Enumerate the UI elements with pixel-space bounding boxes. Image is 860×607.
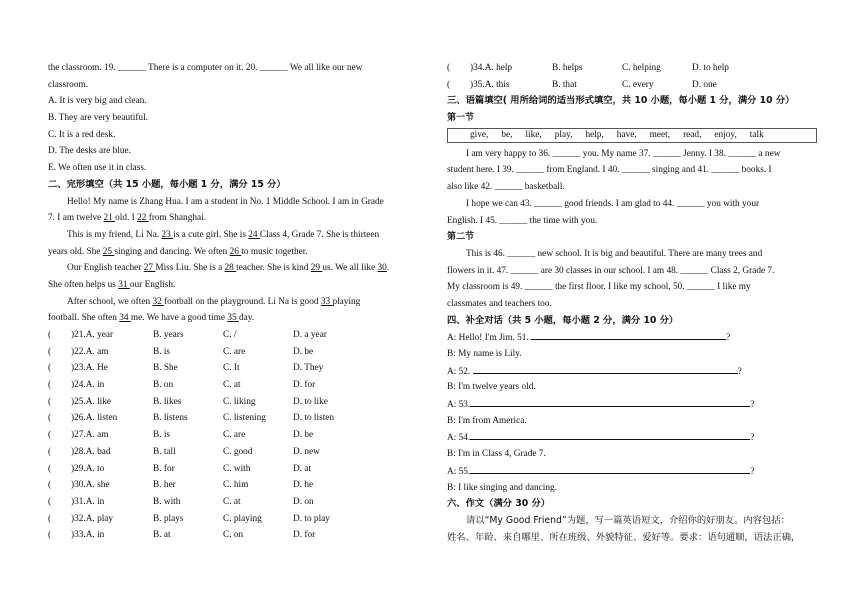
cloze-blank-number: 33 [320, 296, 333, 307]
choice-row [48, 327, 418, 344]
choice-option: D. he [293, 480, 314, 491]
choice-option: )24.A. in [71, 380, 105, 391]
choice-option: B. on [153, 380, 174, 391]
choice-option: ( [48, 396, 52, 407]
choice-option: )35.A. this [470, 79, 510, 90]
essay-instruction-line: 姓名、年龄、来自哪里、所在班级、外貌特征、爱好等。要求：语句通顺，语法正确， [447, 531, 801, 543]
cloze-blank-number: 34 [119, 313, 131, 324]
passage-text: She often helps us [48, 279, 119, 290]
passage-line [48, 210, 418, 227]
answer-blank-line [470, 463, 750, 474]
choice-option: B. years [153, 330, 184, 340]
passage-text: is a cute girl. She is [173, 229, 249, 240]
dialogue-line [447, 480, 817, 497]
choice-option: D. new [293, 446, 320, 457]
option-19-20: C. It is a red desk. [48, 129, 116, 140]
cloze-blank-number: 22 [137, 213, 149, 224]
choice-row [48, 344, 418, 361]
part-2-line: My classroom is 49. ______ the first floor. I like my school, 50. ______ I like my [447, 282, 751, 293]
choice-option: C. at [223, 496, 241, 507]
choice-option: )29.A. to [71, 463, 105, 474]
choice-option: B. helps [552, 63, 583, 73]
passage-text: me. We have a good time [130, 313, 228, 324]
cloze-blank-number: 31 [118, 279, 130, 290]
choice-option: ( [48, 430, 52, 441]
passage-text: from Shanghai. [148, 213, 207, 224]
dialogue-text: B: My name is Lily. [447, 349, 522, 359]
cloze-blank-number: 23 [161, 229, 174, 240]
choice-row [48, 427, 418, 444]
choice-option: B. likes [153, 396, 182, 407]
choice-row [48, 360, 418, 377]
passage-text: us. We all like [322, 263, 378, 274]
passage-line [48, 310, 418, 327]
choice-option: C. liking [223, 396, 256, 407]
choice-row [48, 527, 418, 544]
choice-row [48, 394, 418, 411]
word-bank-word: help, [585, 129, 604, 140]
choice-option: C. are [223, 346, 246, 357]
option-19-20: B. They are very beautiful. [48, 113, 148, 124]
choice-option: B. her [153, 480, 176, 491]
word-bank-word: meet, [649, 129, 671, 140]
cloze-blank-number: 26 [229, 246, 242, 257]
choice-option: D. a year [293, 330, 327, 340]
intro-line: the classroom. 19. ______ There is a computer on it. 20. ______ We all like our new [48, 63, 363, 73]
option-19-20: A. It is very big and clean. [48, 96, 147, 107]
dialogue-line [447, 413, 817, 430]
part-2-line: flowers in it. 47. ______ are 30 classes in our school. I am 48. ______ Class 2, Grade 7. [447, 265, 775, 276]
choice-option: C. at [223, 380, 241, 391]
choice-option: )23.A. He [71, 363, 108, 374]
dialogue-end-mark: ? [750, 433, 755, 444]
choice-option: B. tall [153, 446, 176, 457]
choice-option: D. at [293, 463, 312, 474]
dialogue-line [447, 463, 817, 480]
part-1-line: I am very happy to 36. ______ you. My name 37. ______ Jenny. I 38. ______ a new [466, 148, 781, 159]
choice-option: ( [48, 380, 52, 391]
passage-text: football. She often [48, 313, 120, 324]
option-19-20: D. The desks are blue. [48, 146, 131, 157]
dialogue-text: B: I like singing and dancing. [447, 482, 557, 493]
passage-text: 7. I am twelve [48, 213, 104, 224]
choice-option: )30.A. she [71, 480, 110, 491]
choice-option: ( [48, 330, 52, 340]
cloze-blank-number: 24 [248, 229, 260, 240]
passage-text: old. I [115, 213, 138, 224]
choice-option: ( [48, 513, 52, 524]
choice-row [48, 410, 418, 427]
passage-text: Our English teacher [67, 263, 144, 274]
dialogue-line [447, 446, 817, 463]
left-column [48, 60, 418, 544]
choice-option: B. is [153, 430, 171, 441]
answer-blank-line [531, 329, 726, 340]
choice-row [48, 377, 418, 394]
dialogue-end-mark: ? [750, 400, 755, 411]
choice-option: D. one [692, 79, 717, 90]
passage-text: years old. She [48, 246, 103, 257]
choice-option: ( [48, 463, 52, 474]
dialogue-text: B: I'm from America. [447, 415, 527, 426]
passage-text: singing and dancing. We often [114, 246, 230, 257]
choice-option: )33.A. in [71, 530, 105, 541]
dialogue-text: A: 55. [447, 466, 471, 477]
dialogue-text: B: I'm twelve years old. [447, 382, 536, 393]
dialogue-line [447, 329, 817, 346]
choice-row [447, 77, 817, 94]
word-bank-box [447, 128, 817, 143]
choice-option: D. to listen [293, 413, 335, 424]
passage-text: Hello! My name is Zhang Hua. I am a student in No. 1 Middle School. I am in Grade [67, 196, 384, 207]
choice-option: D. They [293, 363, 324, 374]
part-1-line: student here. I 39. ______ from England. I 40. ______ singing and 41. ______ books. I [447, 165, 772, 176]
section-6-title: 六、作文（满分 30 分） [447, 498, 551, 510]
passage-line [48, 194, 418, 211]
choice-option: ( [447, 63, 451, 73]
section-4-title: 四、补全对话（共 5 小题，每小题 2 分，满分 10 分） [447, 314, 679, 326]
answer-blank-line [470, 396, 750, 407]
part-2-line: This is 46. ______ new school. It is big and beautiful. There are many trees and [466, 248, 763, 259]
passage-text: day. [238, 313, 255, 324]
choice-row [447, 60, 817, 77]
right-column [447, 60, 817, 546]
passage-text: Miss Liu. She is a [155, 263, 225, 274]
intro-line: classroom. [48, 79, 89, 90]
choice-option: C. good [223, 446, 253, 457]
part-1-line: English. I 45. ______ the time with you. [447, 215, 598, 226]
part-1-title: 第一节 [447, 113, 475, 124]
choice-option: C. It [223, 363, 240, 374]
cloze-blank-number: 21 [103, 213, 116, 224]
choice-option: B. She [153, 363, 178, 374]
choice-row [48, 511, 418, 528]
dialogue-line [447, 379, 817, 396]
choice-option: D. be [293, 430, 314, 441]
cloze-blank-number: 32 [152, 296, 165, 307]
choice-row [48, 494, 418, 511]
passage-text: This is my friend, Li Na. [67, 229, 162, 240]
choice-option: B. that [552, 79, 577, 90]
choice-option: )32.A. play [71, 513, 114, 524]
cloze-blank-number: 30 [377, 263, 387, 274]
choice-option: C. playing [223, 513, 262, 524]
choice-option: )31.A. in [71, 496, 105, 507]
passage-line [48, 294, 418, 311]
choice-option: )28.A. bad [71, 446, 111, 457]
choice-option: )26.A. listen [71, 413, 118, 424]
choice-option: B. for [153, 463, 175, 474]
answer-blank-line [473, 363, 738, 374]
choice-option: )22.A. am [71, 346, 109, 357]
option-19-20: E. We often use it in class. [48, 163, 147, 174]
section-2-title: 二、完形填空（共 15 小题，每小题 1 分，满分 15 分） [48, 178, 286, 190]
choice-option: ( [48, 446, 52, 457]
passage-text: teacher. She is kind [236, 263, 311, 274]
choice-option: )27.A. am [71, 430, 109, 441]
choice-option: B. is [153, 346, 171, 357]
part-2-line: classmates and teachers too. [447, 298, 552, 309]
choice-option: B. with [153, 496, 181, 507]
dialogue-line [447, 363, 817, 380]
word-bank-word: give, [470, 129, 489, 140]
word-bank-word: have, [616, 129, 637, 140]
passage-text: Class 4, Grade 7. She is thirteen [259, 229, 380, 240]
choice-option: ( [48, 480, 52, 491]
part-2-title: 第二节 [447, 232, 475, 243]
choice-option: ( [48, 346, 52, 357]
choice-option: D. for [293, 530, 316, 541]
passage-line [48, 260, 418, 277]
choice-option: D. to help [692, 63, 729, 73]
passage-text: After school, we often [67, 296, 153, 307]
dialogue-text: A: 53. [447, 400, 471, 411]
section-3-title: 三、语篇填空( 用所给词的适当形式填空，共 10 小题，每小题 1 分，满分 10 分） [447, 95, 795, 107]
choice-option: D. for [293, 380, 316, 391]
dialogue-text: A: Hello! I'm Jim. 51. [447, 333, 532, 344]
choice-row [48, 461, 418, 478]
choice-option: C. listening [223, 413, 266, 424]
essay-instruction-line: 请以“My Good Friend”为题，写一篇英语短文，介绍你的好朋友。内容包括： [466, 514, 790, 526]
passage-text: playing [332, 296, 361, 307]
choice-option: C. him [223, 480, 249, 491]
dialogue-text: A: 54. [447, 433, 471, 444]
dialogue-text: B: I'm in Class 4, Grade 7. [447, 449, 546, 460]
choice-option: D. to play [293, 513, 330, 524]
choice-option: C. on [223, 530, 244, 541]
choice-option: C. are [223, 430, 246, 441]
choice-option: )21.A. year [71, 330, 114, 340]
choice-option: ( [48, 413, 52, 424]
part-1-line: also like 42. ______ basketball. [447, 182, 565, 193]
choice-option: D. on [293, 496, 314, 507]
cloze-blank-number: 29 [310, 263, 323, 274]
cloze-blank-number: 27 [143, 263, 156, 274]
passage-text: football on the playground. Li Na is good [164, 296, 321, 307]
dialogue-line [447, 396, 817, 413]
choice-option: ( [48, 530, 52, 541]
choice-option: B. at [153, 530, 171, 541]
choice-option: D. to like [293, 396, 328, 407]
part-1-line: I hope we can 43. ______ good friends. I am glad to 44. ______ you with your [466, 198, 760, 209]
dialogue-end-mark: ? [726, 333, 731, 344]
choice-option: C. every [622, 79, 654, 90]
passage-text: our English. [129, 279, 176, 290]
choice-option: C. / [223, 330, 237, 340]
choice-option: C. with [223, 463, 251, 474]
passage-line [48, 277, 418, 294]
choice-option: B. listens [153, 413, 188, 424]
word-bank-word: like, [525, 129, 542, 140]
word-bank-word: be, [501, 129, 513, 140]
choice-option: )25.A. like [71, 396, 112, 407]
choice-row [48, 444, 418, 461]
cloze-blank-number: 35 [227, 313, 239, 324]
word-bank-word: talk [749, 129, 764, 140]
choice-option: ( [447, 79, 451, 90]
choice-option: D. be [293, 346, 314, 357]
passage-line [48, 244, 418, 261]
answer-blank-line [470, 429, 750, 440]
passage-line [48, 227, 418, 244]
choice-row [48, 477, 418, 494]
choice-option: ( [48, 363, 52, 374]
dialogue-text: A: 52. [447, 366, 473, 377]
choice-option: B. plays [153, 513, 184, 524]
passage-text: . [386, 263, 390, 274]
choice-option: C. helping [622, 63, 661, 73]
word-bank-word: read, [683, 129, 702, 140]
word-bank-word: play, [554, 129, 573, 140]
cloze-blank-number: 25 [102, 246, 115, 257]
dialogue-end-mark: ? [750, 466, 755, 477]
choice-option: ( [48, 496, 52, 507]
passage-text: to music together. [241, 246, 308, 257]
cloze-blank-number: 28 [224, 263, 237, 274]
dialogue-end-mark: ? [737, 366, 742, 377]
choice-option: )34.A. help [470, 63, 513, 73]
dialogue-line [447, 429, 817, 446]
dialogue-line [447, 346, 817, 363]
word-bank-word: enjoy, [714, 129, 737, 140]
